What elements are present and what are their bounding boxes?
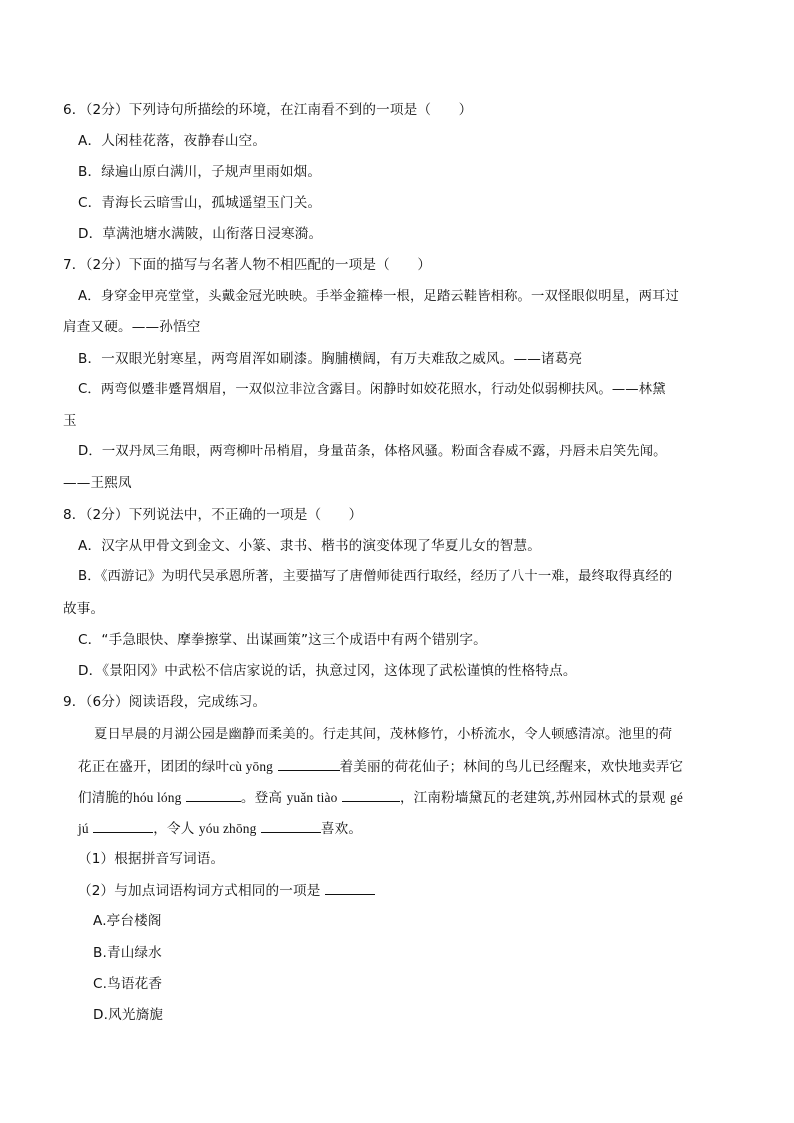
pinyin-youzhong: yóu zhōng xyxy=(198,821,257,836)
q9-sub-question-1: （1）根据拼音写词语。 xyxy=(78,851,225,867)
pinyin-yuantiao: yuǎn tiào xyxy=(286,790,338,805)
q6-option-a: A．人闲桂花落，夜静春山空。 xyxy=(78,133,267,149)
q9-passage-line1: 夏日早晨的月湖公园是幽静而柔美的。行走其间，茂林修竹，小桥流水，令人顿感清凉。池里的荷 xyxy=(94,727,673,742)
q7-option-d-line2: ——王熙凤 xyxy=(63,475,132,491)
pinyin-geju-part1: gé xyxy=(670,790,683,805)
q7-option-b: B．一双眼光射寒星，两弯眉浑如刷漆。胸脯横阔，有万夫难敌之威风。——诸葛亮 xyxy=(78,351,583,367)
answer-blank-6[interactable] xyxy=(325,882,375,895)
q7-option-c-line2: 玉 xyxy=(63,413,77,429)
q6-option-d: D．草满池塘水满陂，山衔落日浸寒漪。 xyxy=(78,226,323,242)
q6-option-c: C．青海长云暗雪山，孤城遥望玉门关。 xyxy=(78,195,322,211)
q9-choice-c: C.鸟语花香 xyxy=(93,976,163,992)
answer-blank-1[interactable] xyxy=(278,758,340,771)
q9-passage-text: 喜欢。 xyxy=(320,821,363,837)
q7-option-a-line2: 肩查又硬。——孙悟空 xyxy=(63,319,201,335)
q9-stem: 9．（6分）阅读语段，完成练习。 xyxy=(63,694,267,710)
q9-passage-text: 着美丽的荷花仙子；林间的鸟儿已经醒来，欢快地卖弄它 xyxy=(339,759,684,775)
q8-stem: 8．（2分）下列说法中，不正确的一项是（ ） xyxy=(63,507,363,523)
q9-choice-d: D.风光旖旎 xyxy=(93,1007,164,1023)
q9-passage-line2 xyxy=(78,758,683,775)
q8-option-b-line1: B．《西游记》为明代吴承恩所著，主要描写了唐僧师徒西行取经，经历了八十一难，最终取得真经的 xyxy=(78,569,673,584)
pinyin-geju-part2: jú xyxy=(78,821,89,836)
pinyin-cuyong: cù yōng xyxy=(229,759,274,774)
q6-stem: 6．（2分）下列诗句所描绘的环境，在江南看不到的一项是（ ） xyxy=(63,102,473,118)
q7-option-c-line1: C．两弯似蹙非蹙罥烟眉，一双似泣非泣含露目。闲静时如姣花照水，行动处似弱柳扶风。——林黛 xyxy=(78,382,666,397)
q9-passage-text: ，令人 xyxy=(153,821,195,837)
answer-blank-2[interactable] xyxy=(186,789,241,802)
q9-passage-text: 。登高 xyxy=(240,790,283,806)
q9-passage-line3 xyxy=(78,789,683,806)
q9-choice-b: B.青山绿水 xyxy=(93,945,162,961)
q7-stem: 7．（2分）下面的描写与名著人物不相匹配的一项是（ ） xyxy=(63,257,432,273)
answer-blank-5[interactable] xyxy=(261,820,321,833)
answer-blank-3[interactable] xyxy=(342,789,400,802)
q9-passage-text: ，江南粉墙黛瓦的老建筑,苏州园林式的景观 xyxy=(399,790,666,806)
q9-passage-line4 xyxy=(78,820,362,837)
q6-option-b: B．绿遍山原白满川，子规声里雨如烟。 xyxy=(78,164,322,180)
q9-passage-text: 们清脆的 xyxy=(78,790,133,806)
q7-option-d-line1: D．一双丹凤三角眼，两弯柳叶吊梢眉，身量苗条，体格风骚。粉面含春威不露，丹唇未启笑先闻。 xyxy=(78,444,667,459)
answer-blank-4[interactable] xyxy=(93,820,153,833)
q8-option-a: A．汉字从甲骨文到金文、小篆、隶书、楷书的演变体现了华夏儿女的智慧。 xyxy=(78,538,541,554)
q9-passage-text: 花正在盛开，团团的绿叶 xyxy=(78,759,230,775)
q9-choice-a: A.亭台楼阁 xyxy=(93,913,162,929)
q8-option-b-line2: 故事。 xyxy=(63,601,105,617)
q7-option-a-line1: A．身穿金甲亮堂堂，头戴金冠光映映。手举金箍棒一根，足踏云鞋皆相称。一双怪眼似明星，两耳过 xyxy=(78,289,679,304)
pinyin-houlong: hóu lóng xyxy=(132,790,182,805)
q8-option-c: C．“手急眼快、摩拳擦掌、出谋画策”这三个成语中有两个错别字。 xyxy=(78,632,487,648)
q9-sub-question-2: （2）与加点词语构词方式相同的一项是 xyxy=(78,882,375,899)
q8-option-d: D．《景阳冈》中武松不信店家说的话，执意过冈，这体现了武松谨慎的性格特点。 xyxy=(78,663,577,679)
